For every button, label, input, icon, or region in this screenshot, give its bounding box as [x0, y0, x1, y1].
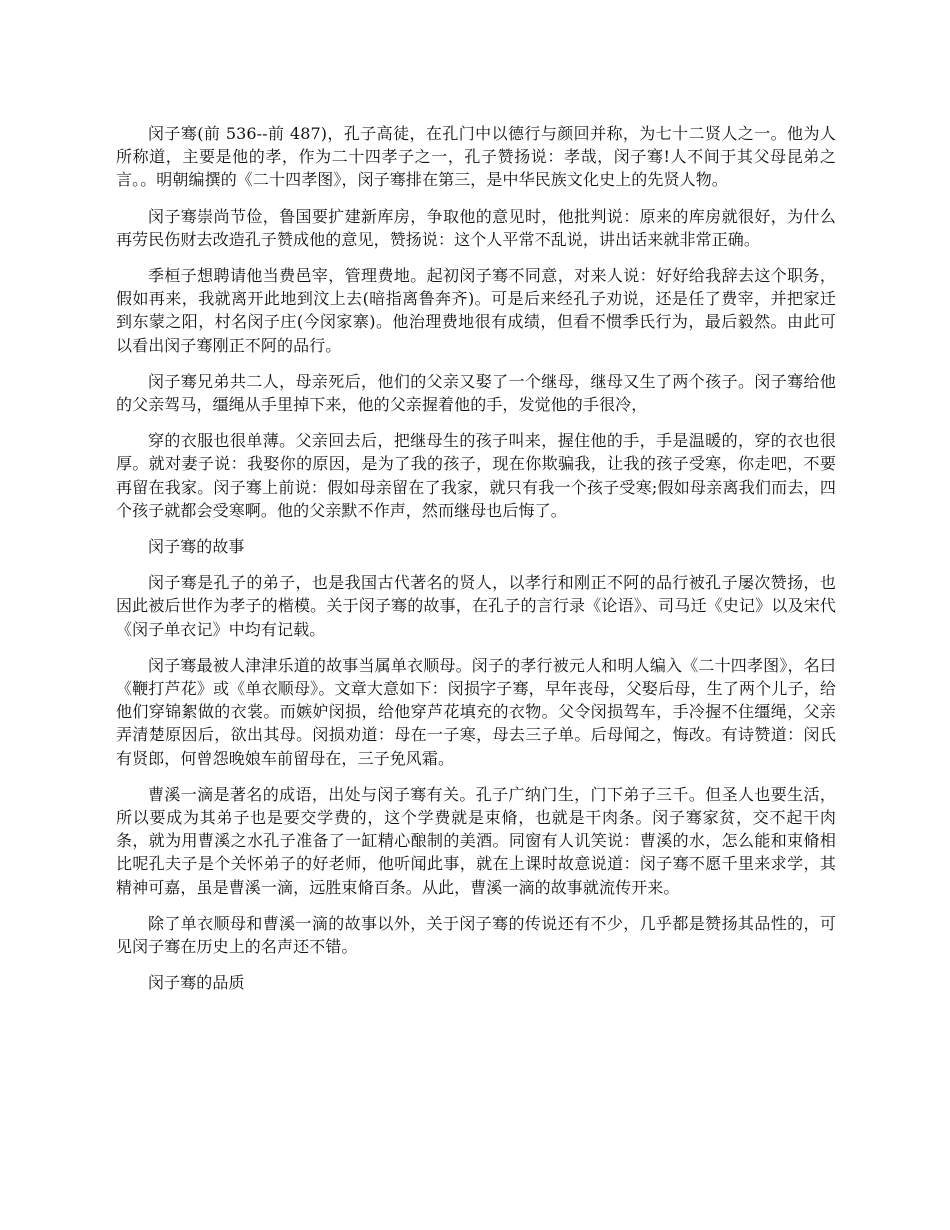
paragraph-legends: 除了单衣顺母和曹溪一滴的故事以外，关于闵子骞的传说还有不少，几乎都是赞扬其品性的，可见闵子骞在历史上的名声还不错。: [116, 913, 836, 957]
paragraph-frugality: 闵子骞崇尚节俭，鲁国要扩建新库房，争取他的意见时，他批判说：原来的库房就很好，为什么再劳民伤财去改造孔子赞成他的意见，赞扬说：这个人平常不乱说，讲出话来就非常正确。: [116, 206, 836, 249]
paragraph-thin-clothes: 穿的衣服也很单薄。父亲回去后，把继母生的孩子叫来，握住他的手，手是温暖的，穿的衣也很厚。就对妻子说：我娶你的原因，是为了我的孩子，现在你欺骗我，让我的孩子受寒，你走吧，不要再留在我家。闵子骞上前说：假如母亲留在了我家，就只有我一个孩子受寒;假如母亲离我们而去，四个孩子就都会受寒啊。他的父亲默不作声，然而继母也后悔了。: [116, 431, 836, 520]
paragraph-brothers: 闵子骞兄弟共二人，母亲死后，他们的父亲又娶了一个继母，继母又生了两个孩子。闵子骞给他的父亲驾马，缰绳从手里掉下来，他的父亲握着他的手，发觉他的手很冷，: [116, 371, 836, 415]
paragraph-single-garment: 闵子骞最被人津津乐道的故事当属单衣顺母。闵子的孝行被元人和明人编入《二十四孝图》，名曰《鞭打芦花》或《单衣顺母》。文章大意如下：闵损字子骞，早年丧母，父娶后母，生了两个儿子，给他们穿锦絮做的衣裳。而嫉妒闵损，给他穿芦花填充的衣物。父令闵损驾车，手冷握不住缰绳，父亲弄清楚原因后，欲出其母。闵损劝道：母在一子寒，母去三子单。后母闻之，悔改。有诗赞道：闵氏有贤郎，何曾怨晚娘车前留母在，三子免风霜。: [116, 655, 836, 768]
section-heading-stories: 闵子骞的故事: [148, 537, 245, 557]
paragraph-fei-governor: 季桓子想聘请他当费邑宰，管理费地。起初闵子骞不同意，对来人说：好好给我辞去这个职务，假如再来，我就离开此地到汶上去(暗指离鲁奔齐)。可是后来经孔子劝说，还是任了费宰，并把家迁到东蒙之阳，村名闵子庄(今闵家寨)。他治理费地很有成绩，但看不惯季氏行为，最后毅然。由此可以看出闵子骞刚正不阿的品行。: [116, 266, 836, 355]
paragraph-disciple: 闵子骞是孔子的弟子，也是我国古代著名的贤人，以孝行和刚正不阿的品行被孔子屡次赞扬，也因此被后世作为孝子的楷模。关于闵子骞的故事，在孔子的言行录《论语》、司马迁《史记》以及宋代《闵子单衣记》中均有记载。: [116, 573, 836, 639]
document-body: [116, 122, 836, 1008]
paragraph-intro: 闵子骞(前 536--前 487)，孔子高徒，在孔门中以德行与颜回并称，为七十二贤人之一。他为人所称道，主要是他的孝，作为二十四孝子之一，孔子赞扬说：孝哉，闵子骞!人不间于其父母昆弟之言。。明朝编撰的《二十四孝图》，闵子骞排在第三，是中华民族文化史上的先贤人物。: [116, 124, 836, 190]
section-heading-character: 闵子骞的品质: [148, 973, 245, 993]
paragraph-caoxi-drop: 曹溪一滴是著名的成语，出处与闵子骞有关。孔子广纳门生，门下弟子三千。但圣人也要生活，所以要成为其弟子也是要交学费的，这个学费就是束脩，也就是干肉条。闵子骞家贫，交不起干肉条，就为用曹溪之水孔子准备了一缸精心酿制的美酒。同窗有人讥笑说：曹溪的水，怎么能和束脩相比呢孔夫子是个关怀弟子的好老师，他听闻此事，就在上课时故意说道：闵子骞不愿千里来求学，其精神可嘉，虽是曹溪一滴，远胜束脩百条。从此，曹溪一滴的故事就流传开来。: [116, 784, 836, 897]
